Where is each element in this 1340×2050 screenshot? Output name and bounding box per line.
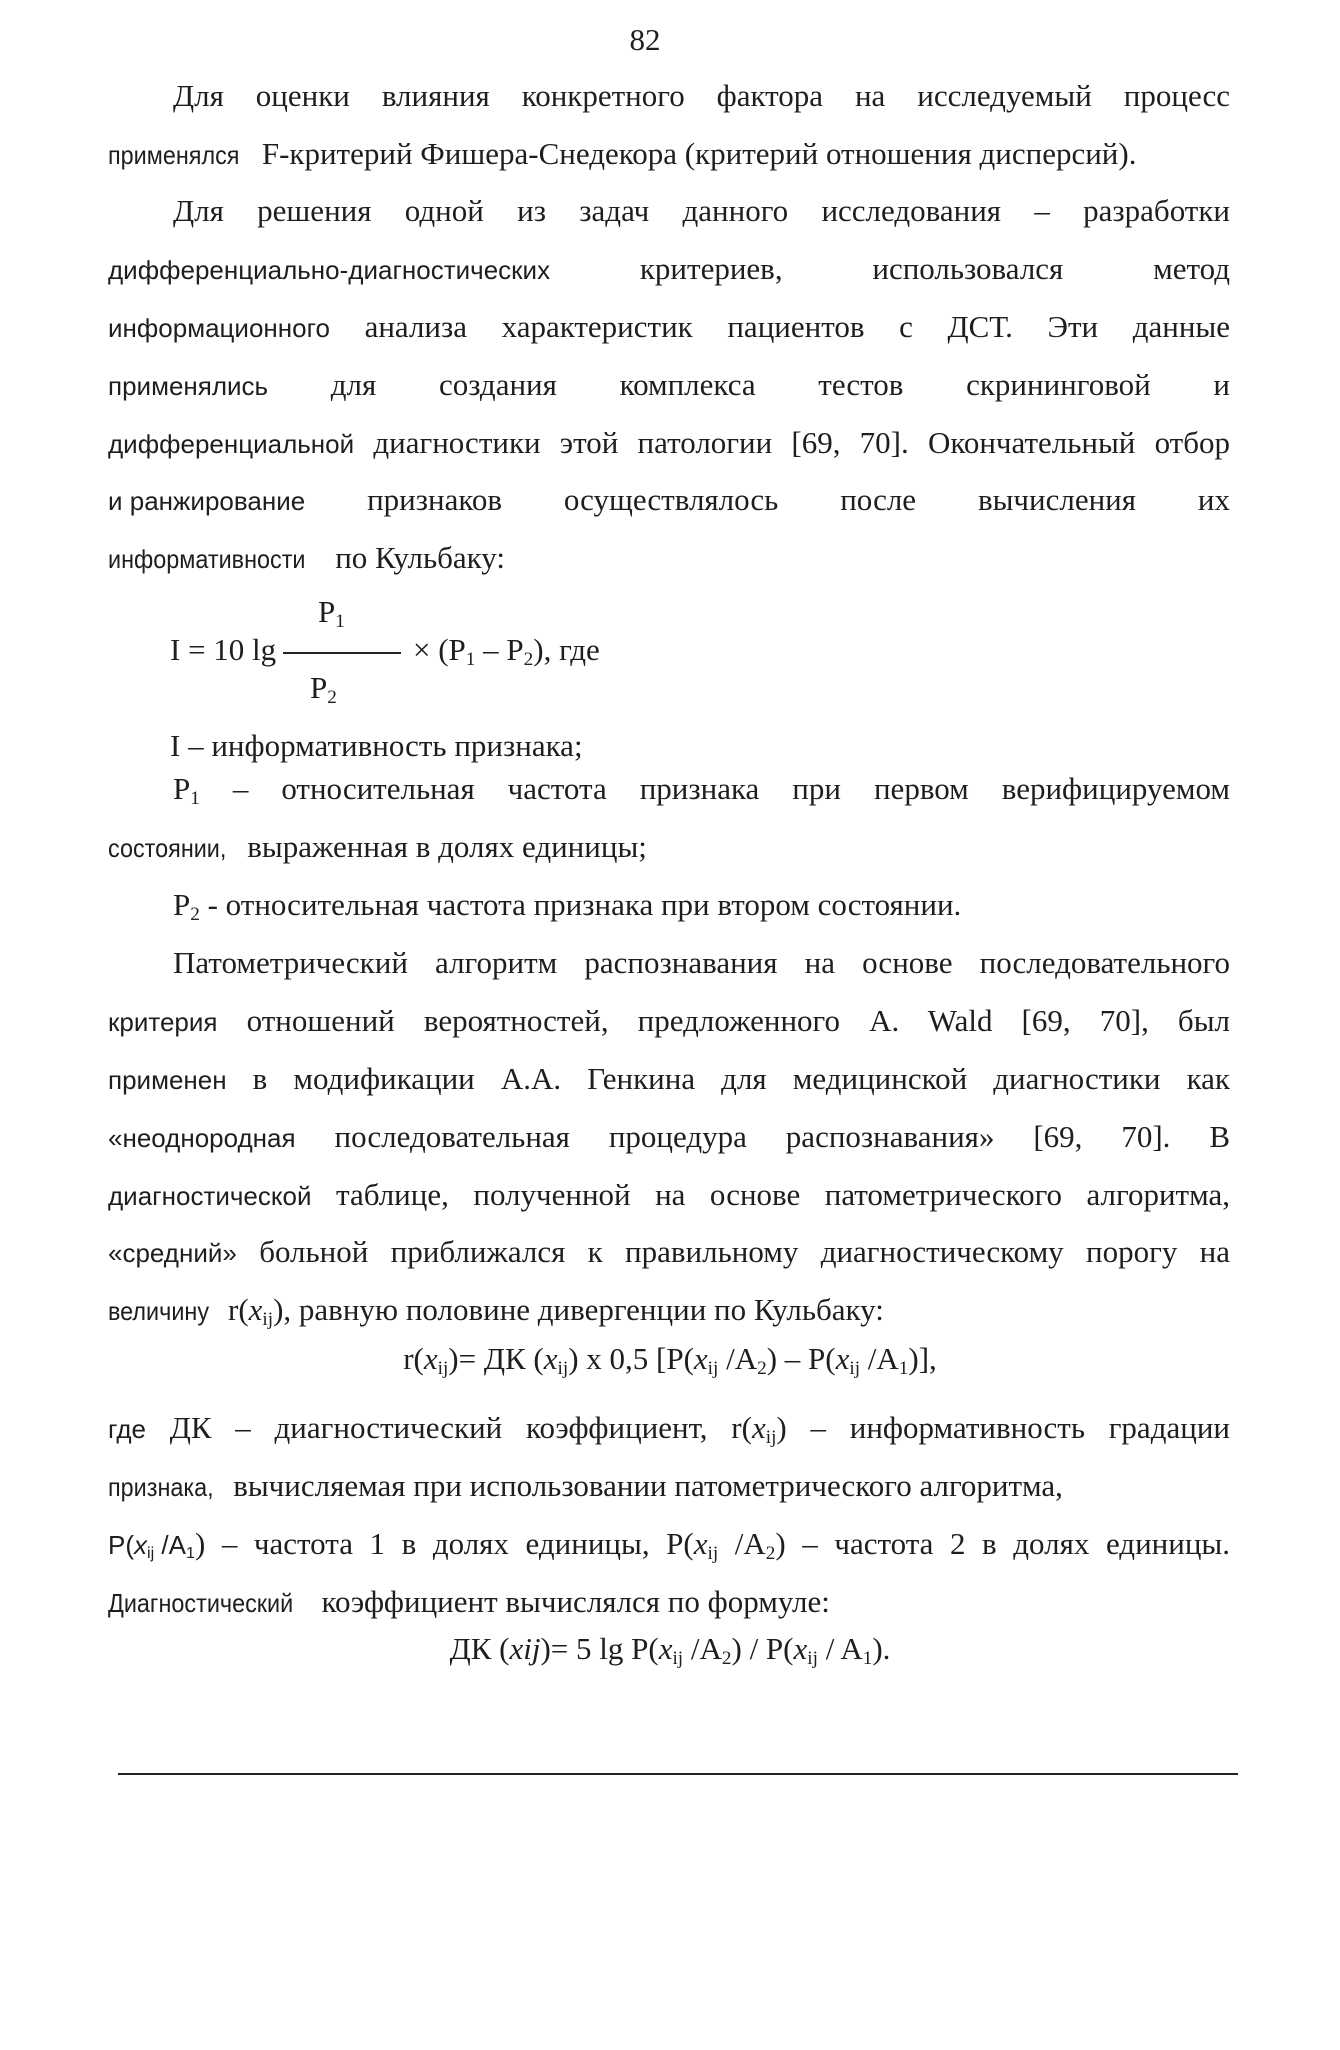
definitions-p xyxy=(108,760,1230,934)
text-line: «средний» больной приближался к правильному диагностическому порогу на xyxy=(108,1234,1230,1270)
text-line: Для решения одной из задач данного исследования – разработки xyxy=(173,193,1230,228)
formula-denominator: $P_2$ xyxy=(310,670,337,708)
paragraph-diagnostic-coefficient xyxy=(108,1399,1230,1631)
definition-p2: $P_2$ - относительная частота признака при втором состоянии. xyxy=(173,886,962,925)
text-line: «неоднородная последовательная процедура распознавания» [69, 70]. В xyxy=(108,1118,1231,1154)
text-line: Патометрический алгоритм распознавания на основе последовательного xyxy=(173,945,1230,980)
text-line: величину $r(x_{ij})$, равную половине дивергенции по Кульбаку: xyxy=(108,1292,884,1331)
formula-numerator: $P_1$ xyxy=(318,594,345,632)
text-line: где ДК – диагностический коэффициент, $r(x_{ij})$ – информативность градации xyxy=(108,1410,1230,1448)
text-line: информативности по Кульбаку: xyxy=(108,540,505,576)
text-line: признака, вычисляемая при использовании патометрического алгоритма, xyxy=(108,1467,1063,1503)
text-line: применен в модификации А.А. Генкина для медицинской диагностики как xyxy=(108,1060,1230,1096)
formula-lhs: I = 10 lg xyxy=(170,632,277,667)
text-line: Диагностический коэффициент вычислялся по формуле: xyxy=(108,1583,830,1619)
paragraph-information-analysis xyxy=(108,182,1230,587)
text-line: и ранжирование признаков осуществлялось после вычисления их xyxy=(108,482,1231,518)
formula-diagnostic-coefficient: ДК (xij)= 5 $\lg P(x_{ij}$ $/A_2) / P(x_{ij} / A_1)$. xyxy=(449,1631,891,1669)
text-line: дифференциально-диагностических критериев, использовался метод xyxy=(108,250,1230,286)
text-line: критерия отношений вероятностей, предложенного A. Wald [69, 70], был xyxy=(108,1002,1231,1038)
text-line: дифференциальной диагностики этой патологии [69, 70]. Окончательный отбор xyxy=(108,424,1230,460)
fraction-bar xyxy=(283,652,401,654)
text-line: Для оценки влияния конкретного фактора на исследуемый процесс xyxy=(173,78,1230,113)
formula-rhs: × $(P_1 - P_2)$, где xyxy=(413,632,600,670)
text-line: диагностической таблице, полученной на основе патометрического алгоритма, xyxy=(108,1176,1230,1212)
definition-p1: $P_1$ – относительная частота признака при первом верифицируемом xyxy=(173,771,1230,809)
paragraph-f-criterion xyxy=(108,67,1230,183)
text-line: $P(x_{ij}$ $/A_1$) – частота 1 в долях единицы, $P(x_{ij}$ $/A_2$) – частота 2 в долях единицы. xyxy=(108,1525,1231,1564)
page-number: 82 xyxy=(629,22,661,57)
text-line: состоянии, выраженная в долях единицы; xyxy=(108,828,647,864)
text-line: применялся F-критерий Фишера-Снедекора (критерий отношения дисперсий). xyxy=(108,135,1137,171)
footer-rule xyxy=(118,1773,1238,1775)
text-line: применялись для создания комплекса тестов скрининговой и xyxy=(108,366,1231,402)
definition-i: I – информативность признака; xyxy=(170,728,583,763)
paragraph-pathometric-algorithm xyxy=(108,934,1230,1339)
text-line: информационного анализа характеристик пациентов с ДСТ. Эти данные xyxy=(108,308,1230,344)
formula-gradation-informativeness: $r(x_{ij})=$ ДК $(x_{ij})$ x 0,5 [$P(x_{ij}$ $/A_2) - P(x_{ij}$ $/A_1$)], xyxy=(403,1341,937,1379)
